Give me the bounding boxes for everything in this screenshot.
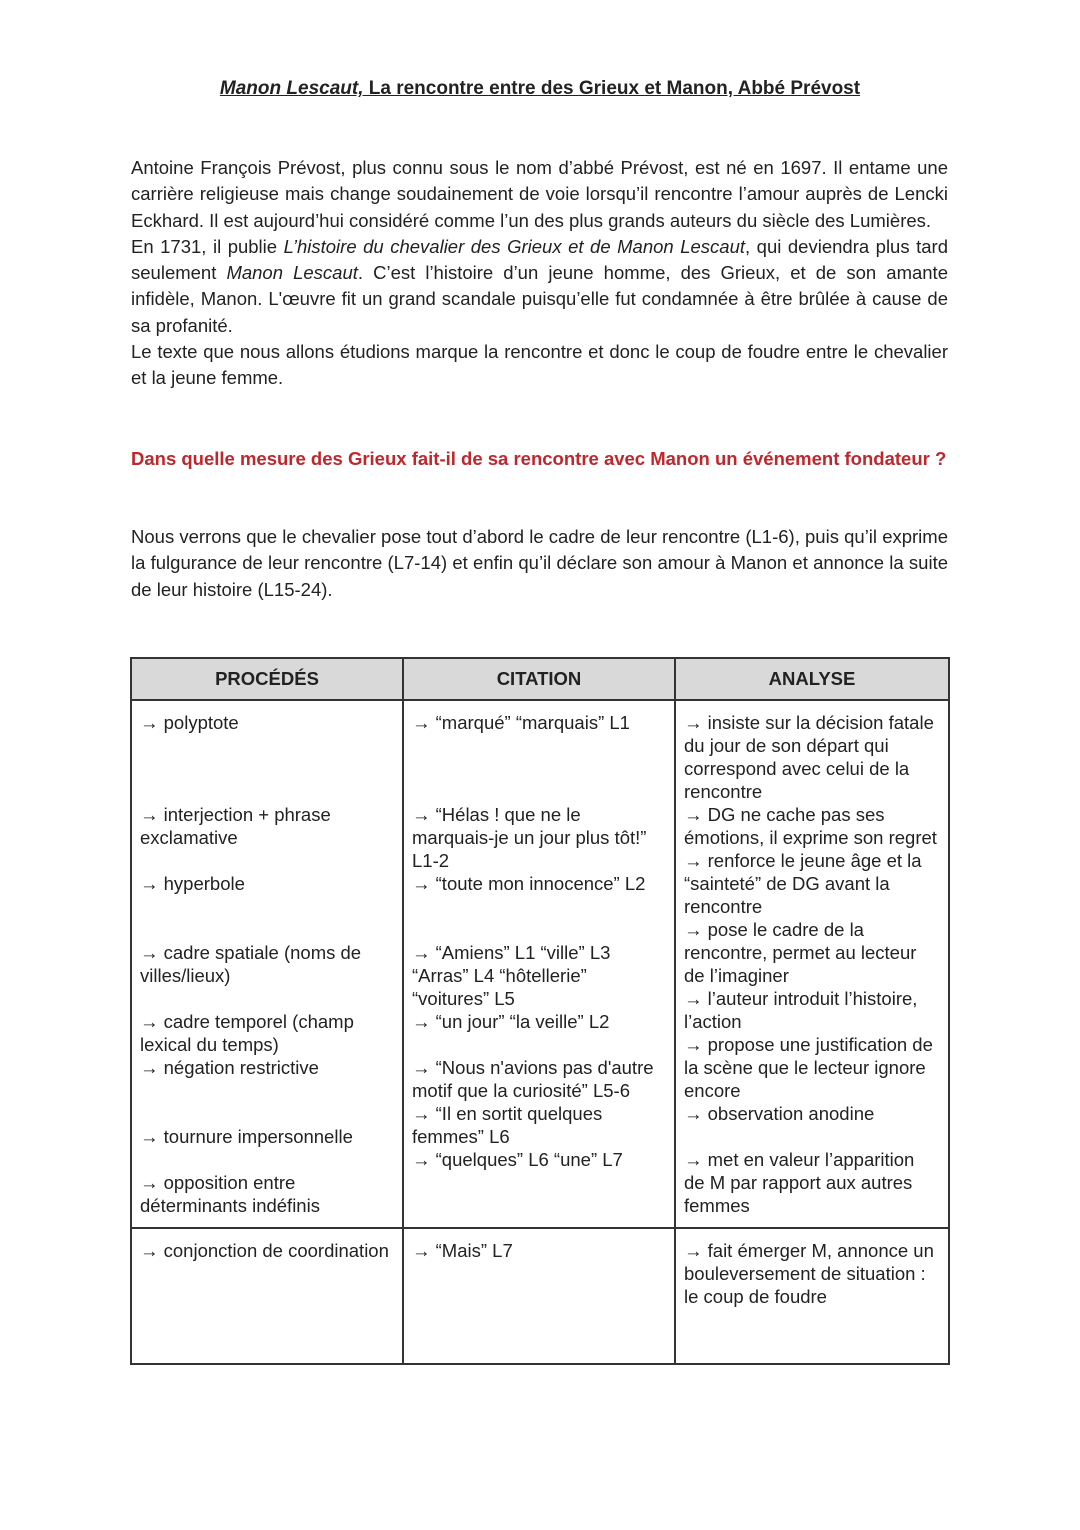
analysis-table	[130, 657, 950, 1365]
introduction	[131, 155, 948, 392]
header-analyse: ANALYSE	[675, 658, 949, 700]
cell-analyse: → fait émerger M, annonce un bouleversement de situation : le coup de foudre	[675, 1228, 949, 1364]
table-header-row	[131, 658, 949, 700]
intro-p2-a: En 1731, il publie	[131, 235, 284, 257]
intro-paragraph-2	[131, 234, 948, 339]
table-row	[131, 700, 949, 1228]
intro-p2-b: , qui deviendra plus tard seulement	[131, 235, 948, 284]
table-row	[131, 1228, 949, 1364]
problematic-question: Dans quelle mesure des Grieux fait-il de sa rencontre avec Manon un événement fondateur ?	[131, 448, 947, 469]
cell-procedes: → polyptote → interjection + phrase exclamative → hyperbole → cadre spatiale (noms de villes/lieux) → cadre temporel (champ lexical du temps) → négation restrictive → tournure impersonnelle → opposition entre déterminants indéfinis	[131, 700, 403, 1228]
title-rest: La rencontre entre des Grieux et Manon, Abbé Prévost	[363, 78, 861, 99]
title-work: Manon Lescaut,	[219, 78, 364, 99]
cell-procedes: → conjonction de coordination	[131, 1228, 403, 1364]
intro-p2-book: L’histoire du chevalier des Grieux et de Manon Lescaut	[283, 235, 746, 257]
cell-citation: → “Mais” L7	[403, 1228, 675, 1364]
header-procedes: PROCÉDÉS	[131, 658, 403, 700]
cell-analyse: → insiste sur la décision fatale du jour de son départ qui correspond avec celui de la rencontre → DG ne cache pas ses émotions, il exprime son regret → renforce le jeune âge et la “sainteté” de DG avant la rencontre → pose le cadre de la rencontre, permet au lecteur de l’imaginer → l’auteur introduit l’histoire, l’action → propose une justification de la scène que le lecteur ignore encore → observation anodine → met en valeur l’apparition de M par rapport aux autres femmes	[675, 700, 949, 1228]
plan-paragraph: Nous verrons que le chevalier pose tout d’abord le cadre de leur rencontre (L1-6), puis qu’il exprime la fulgurance de leur rencontre (L7-14) et enfin qu’il déclare son amour à Manon et annonce la suite de leur histoire (L15-24).	[131, 526, 948, 600]
intro-p2-short: Manon Lescaut	[226, 262, 358, 284]
intro-paragraph-1: Antoine François Prévost, plus connu sous le nom d’abbé Prévost, est né en 1697. Il entame une carrière religieuse mais change soudainement de voie lorsqu’il rencontre l’amour auprès de Lencki Eckhard. Il est aujourd’hui considéré comme l’un des plus grands auteurs du siècle des Lumières.	[131, 157, 948, 231]
intro-p2-c: . C’est l’histoire d’un jeune homme, des Grieux, et de son amante infidèle, Manon. L'œuvre fit un grand scandale puisqu’elle fut condamnée à être brûlée à cause de sa profanité.	[131, 262, 948, 336]
document-title	[0, 76, 1080, 102]
intro-paragraph-3: Le texte que nous allons étudions marque la rencontre et donc le coup de foudre entre le chevalier et la jeune femme.	[131, 341, 948, 389]
header-citation: CITATION	[403, 658, 675, 700]
cell-citation: → “marqué” “marquais” L1 → “Hélas ! que ne le marquais-je un jour plus tôt!” L1-2 → “toute mon innocence” L2 → “Amiens” L1 “ville” L3 “Arras” L4 “hôtellerie” “voitures” L5 → “un jour” “la veille” L2 → “Nous n'avions pas d'autre motif que la curiosité” L5-6 → “Il en sortit quelques femmes” L6 → “quelques” L6 “une” L7	[403, 700, 675, 1228]
